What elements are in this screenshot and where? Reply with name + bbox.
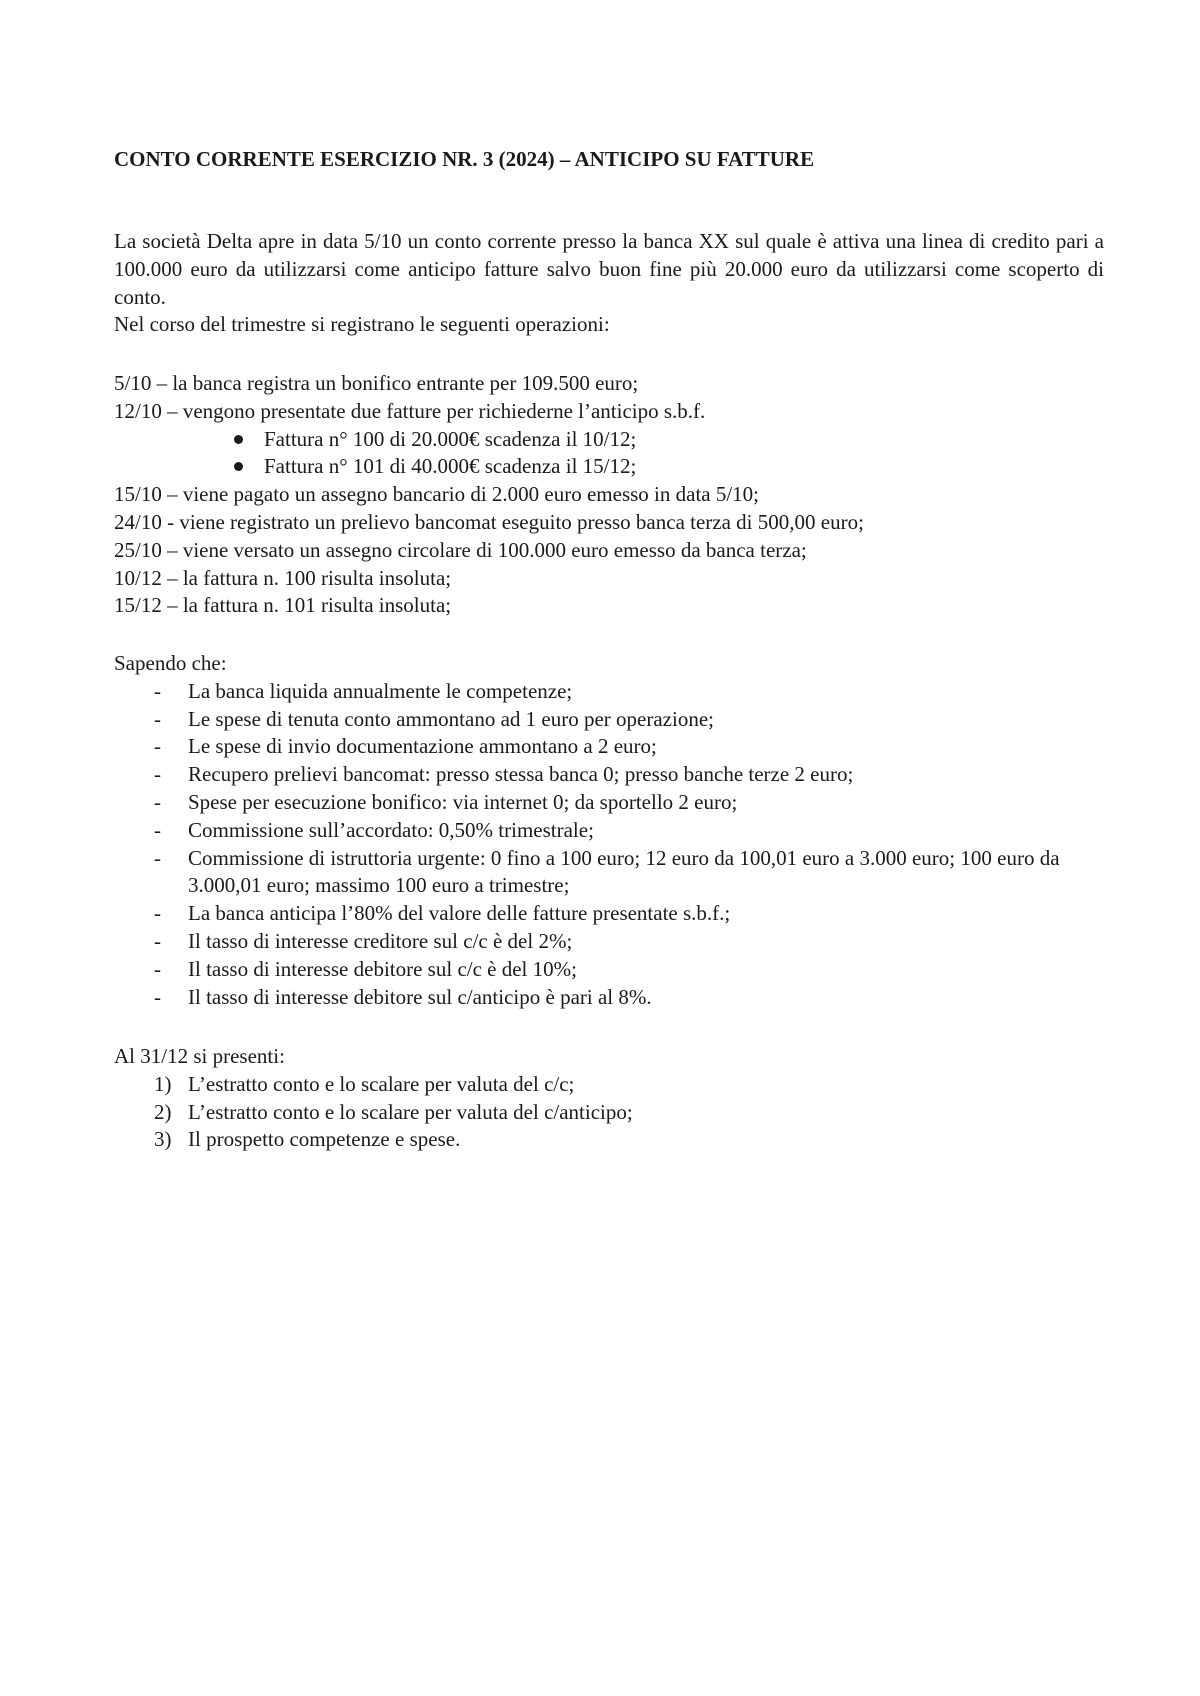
condition-text: Il tasso di interesse debitore sul c/anticipo è pari al 8%. [188,984,652,1009]
dash-marker: - [154,817,161,842]
operation-line: 5/10 – la banca registra un bonifico entrante per 109.500 euro; [114,371,639,395]
condition-item [114,789,1104,817]
intro-second-line: Nel corso del trimestre si registrano le seguenti operazioni: [114,312,610,337]
condition-item [114,678,1104,706]
condition-text: Recupero prelievi bancomat: presso stessa banca 0; presso banche terze 2 euro; [188,762,854,787]
task-text: L’estratto conto e lo scalare per valuta del c/c; [188,1071,575,1096]
task-text: L’estratto conto e lo scalare per valuta del c/anticipo; [188,1099,633,1124]
dash-marker: - [154,789,161,814]
task-number: 1) [154,1071,172,1096]
condition-text: La banca liquida annualmente le competenze; [188,678,573,703]
bullet-icon [234,462,243,471]
condition-item [114,928,1104,956]
operation-line: 15/12 – la fattura n. 101 risulta insoluta; [114,593,452,618]
invoice-list [114,426,1104,482]
dash-marker: - [154,706,161,731]
conditions-list [114,678,1104,1012]
dash-marker: - [154,678,161,703]
condition-text: Commissione di istruttoria urgente: 0 fino a 100 euro; 12 euro da 100,01 euro a 3.000 euro; 100 euro da 3.000,01 euro; massimo 100 euro a trimestre; [188,845,1060,898]
operation-line: 10/12 – la fattura n. 100 risulta insoluta; [114,565,452,590]
operation-line: 12/10 – vengono presentate due fatture per richiederne l’anticipo s.b.f. [114,398,706,423]
condition-item [114,706,1104,734]
operations-section [114,370,1104,620]
task-item [114,1071,1104,1099]
dash-marker: - [154,762,161,787]
dash-marker: - [154,928,161,953]
condition-item [114,817,1104,845]
condition-text: Spese per esecuzione bonifico: via internet 0; da sportello 2 euro; [188,789,738,814]
task-number: 3) [154,1127,172,1152]
dash-marker: - [154,845,161,870]
invoice-text: Fattura n° 100 di 20.000€ scadenza il 10/12; [264,426,637,451]
invoice-item [114,426,1104,454]
tasks-section [114,1043,1104,1154]
condition-text: La banca anticipa l’80% del valore delle fatture presentate s.b.f.; [188,901,731,926]
condition-text: Il tasso di interesse debitore sul c/c è del 10%; [188,956,577,981]
document-title: CONTO CORRENTE ESERCIZIO NR. 3 (2024) – ANTICIPO SU FATTURE [114,147,815,171]
tasks-list [114,1071,1104,1154]
condition-item [114,845,1104,901]
dash-marker: - [154,956,161,981]
condition-item [114,761,1104,789]
invoice-item [114,453,1104,481]
dash-marker: - [154,901,161,926]
task-item [114,1099,1104,1127]
bullet-icon [234,435,243,444]
condition-text: Commissione sull’accordato: 0,50% trimestrale; [188,817,594,842]
dash-marker: - [154,984,161,1009]
condition-text: Il tasso di interesse creditore sul c/c è del 2%; [188,928,573,953]
tasks-heading: Al 31/12 si presenti: [114,1044,285,1068]
condition-text: Le spese di invio documentazione ammontano a 2 euro; [188,734,657,759]
intro-section [114,228,1104,339]
condition-text: Le spese di tenuta conto ammontano ad 1 euro per operazione; [188,706,714,731]
conditions-section [114,650,1104,1011]
task-number: 2) [154,1099,172,1124]
dash-marker: - [154,734,161,759]
operation-line: 25/10 – viene versato un assegno circolare di 100.000 euro emesso da banca terza; [114,537,807,562]
invoice-text: Fattura n° 101 di 40.000€ scadenza il 15/12; [264,454,637,479]
condition-item [114,733,1104,761]
condition-item [114,984,1104,1012]
operation-line: 24/10 - viene registrato un prelievo bancomat eseguito presso banca terza di 500,00 euro; [114,509,864,534]
task-item [114,1126,1104,1154]
conditions-heading: Sapendo che: [114,651,227,675]
operation-line: 15/10 – viene pagato un assegno bancario di 2.000 euro emesso in data 5/10; [114,482,760,507]
condition-item [114,900,1104,928]
intro-paragraph: La società Delta apre in data 5/10 un conto corrente presso la banca XX sul quale è attiva una linea di credito pari a 100.000 euro da utilizzarsi come anticipo fatture salvo buon fine più 20.000 euro da utilizzarsi come scoperto di conto. [114,229,1104,309]
task-text: Il prospetto competenze e spese. [188,1127,461,1152]
condition-item [114,956,1104,984]
